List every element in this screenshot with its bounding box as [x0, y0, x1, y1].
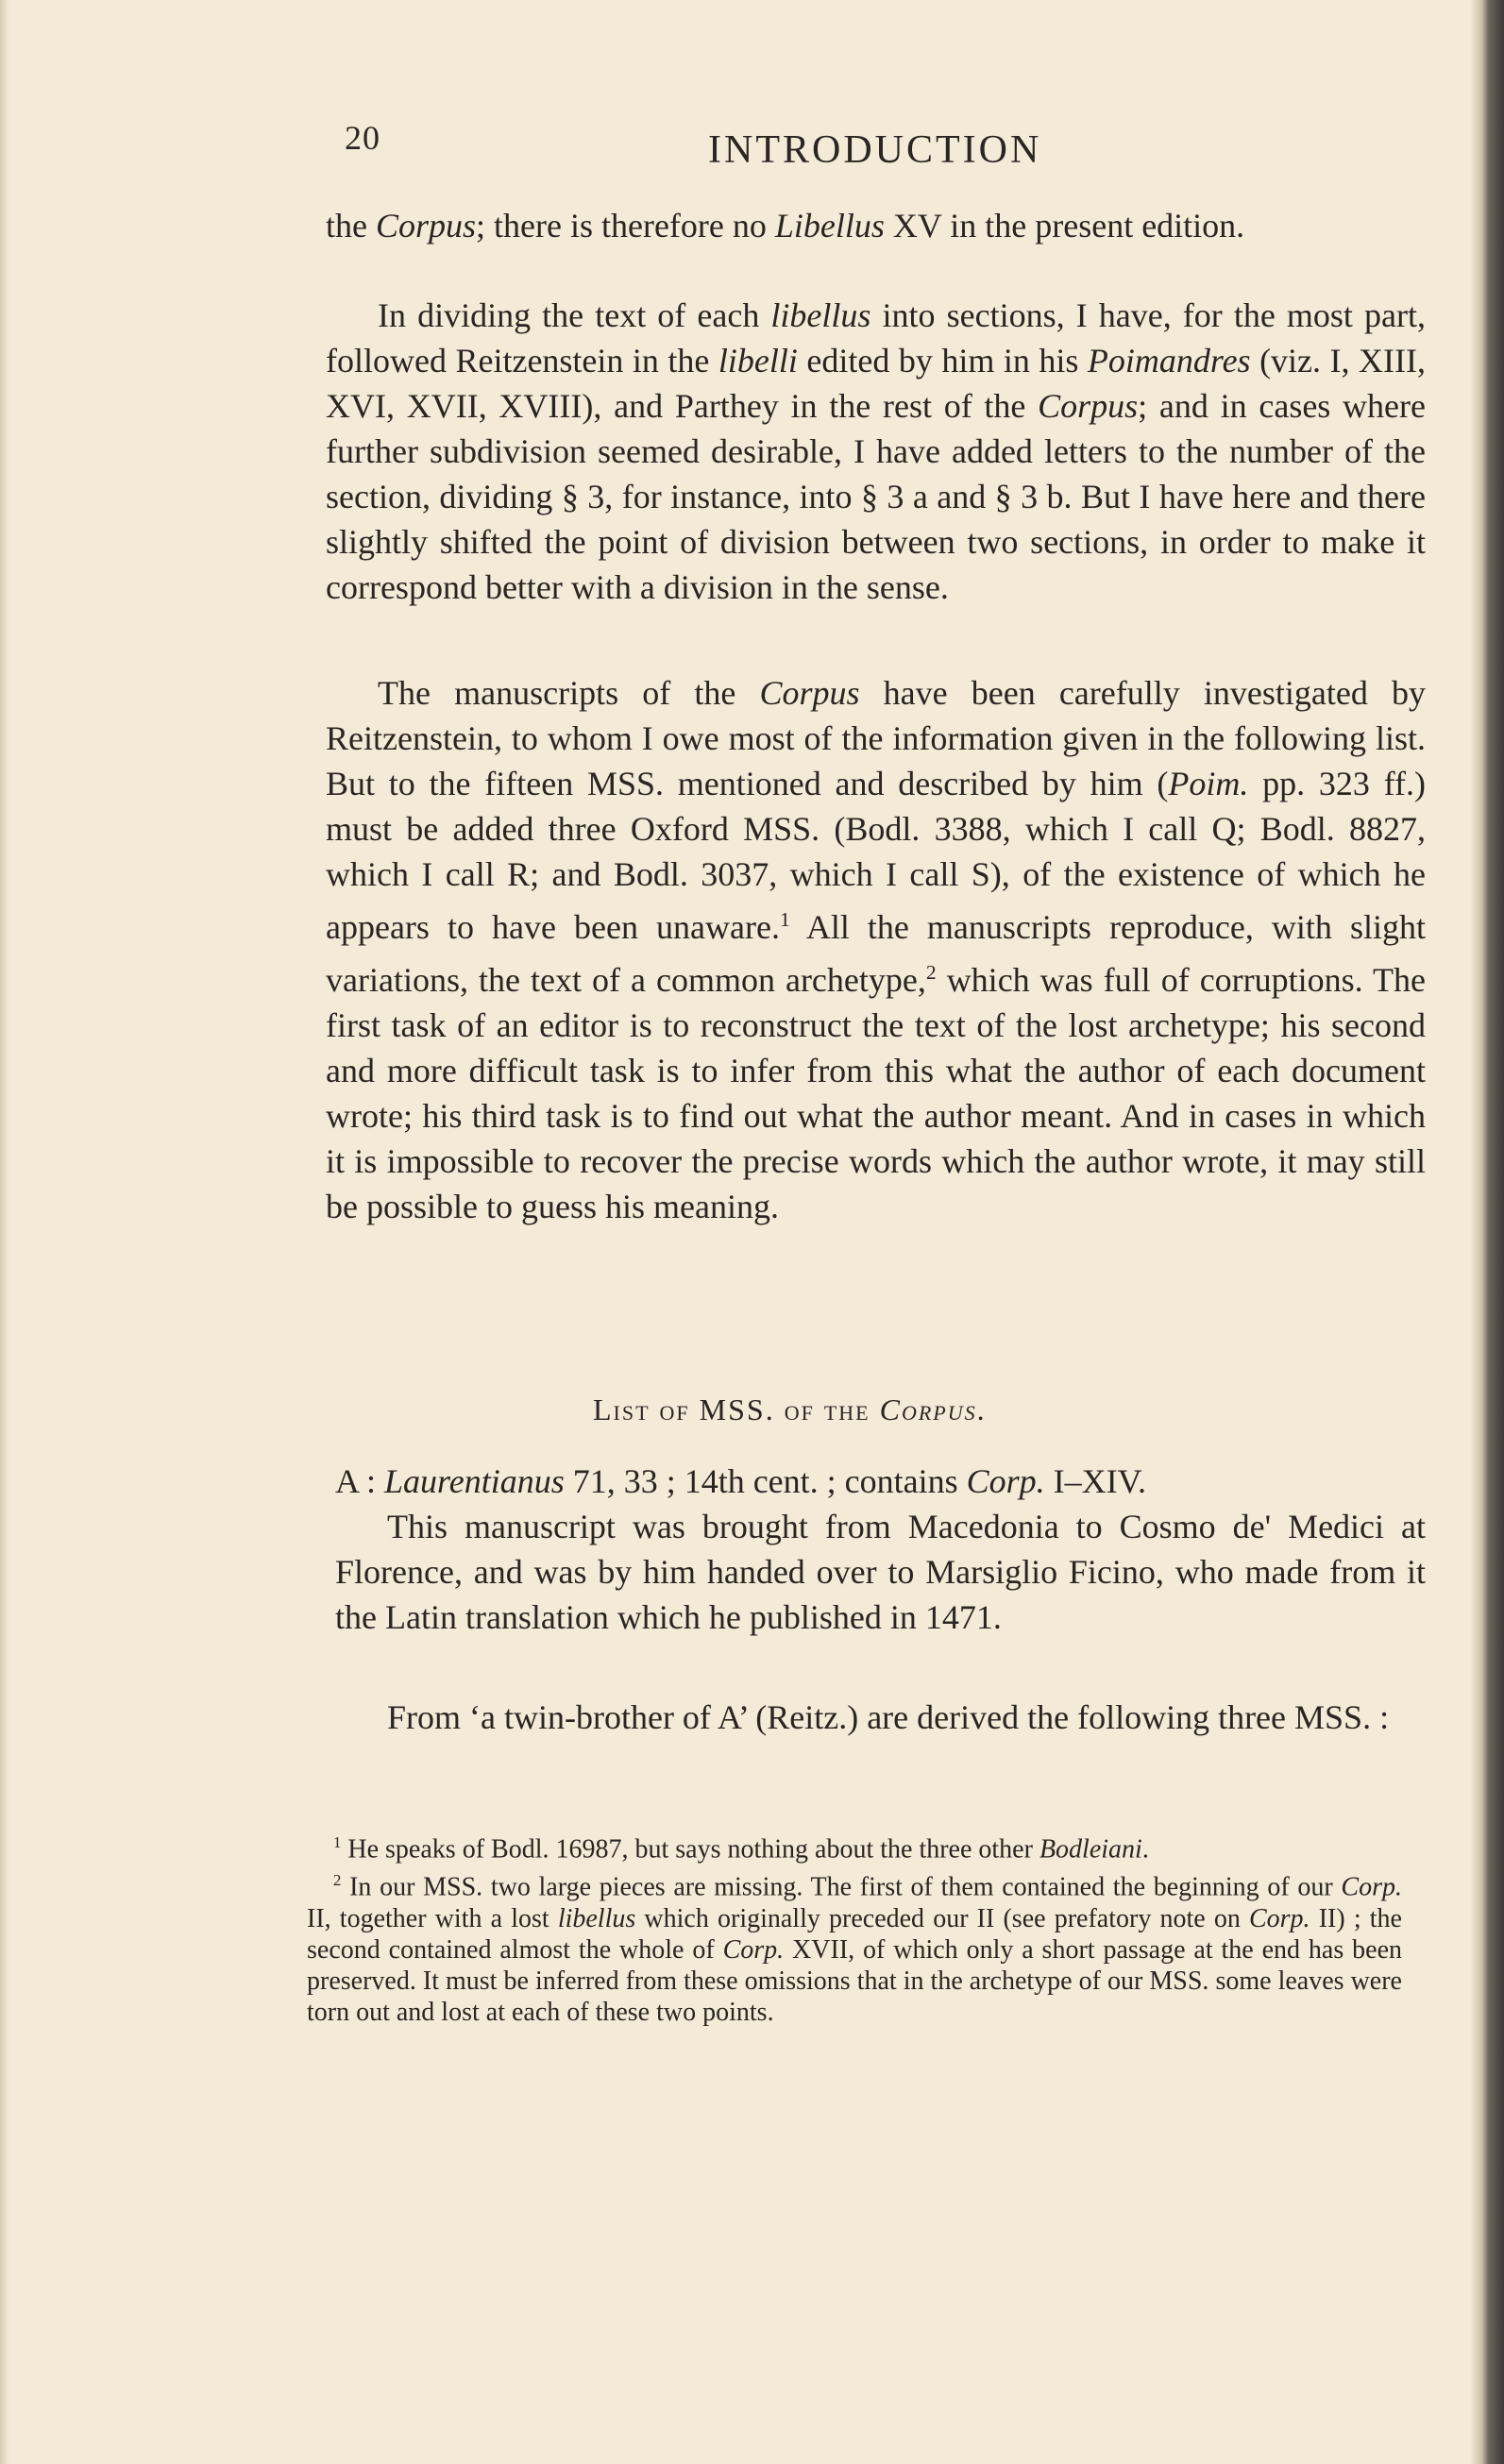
page-left-edge [0, 0, 9, 2464]
running-head: INTRODUCTION [708, 128, 1042, 172]
paragraph-sections: In dividing the text of each libellus into sections, I have, for the most part, followed Reitzenstein in the libelli edited by him in his Poimandres (viz. I, XIII, XVI, XVII, XVIII), and Parthey in the rest of the Corpus; and in cases where further subdivision seemed desirable, I have added letters to the number of the section, dividing § 3, for instance, into § 3 a and § 3 b. But I have here and there slightly shifted the point of division between two sections, in order to make it correspond better with a division in the sense. [326, 296, 1426, 606]
footnotes [307, 1827, 1402, 2028]
footnote-ref-1: 1 [779, 908, 790, 931]
page-gutter-shadow [1470, 0, 1504, 2464]
footnote-ref-2: 2 [925, 961, 937, 984]
derived-manuscripts-intro: From ‘a twin-brother of A’ (Reitz.) are derived the following three MSS. : [387, 1698, 1390, 1736]
paragraph-continuation: the Corpus; there is therefore no Libellus XV in the present edition. [326, 207, 1245, 245]
page-number: 20 [345, 119, 380, 157]
footnote-2: $^2$ In our MSS. two large pieces are missing. The first of them contained the beginning of our Corp. II, together with a lost libellus which originally preceded our II (see prefatory note on Corp. II) ; the second contained almost the whole of Corp. XVII, of which only a short passage at the end has been preserved. It must be inferred from these omissions that in the archetype of our MSS. some leaves were torn out and lost at each of these two points. [307, 1871, 1403, 2027]
section-heading: List of MSS. of the Corpus. [593, 1392, 987, 1426]
paragraph-manuscripts: The manuscripts of the Corpus have been carefully investigated by Reitzenstein, to whom I owe most of the information given in the following list. But to the fifteen MSS. mentioned and described by him (Poim. pp. 323 ff.) must be added three Oxford MSS. (Bodl. 3388, which I call Q; Bodl. 8827, which I call R; and Bodl. 3037, which I call S), of the existence of which he appears to have been unaware.$^1$ All the manuscripts reproduce, with slight variations, the text of a common archetype,$^2$ which was full of corruptions. The first task of an editor is to reconstruct the text of the lost archetype; his second and more difficult task is to infer from this what the author of each document wrote; his third task is to find out what the author meant. And in cases in which it is impossible to recover the precise words which the author wrote, it may still be possible to guess his meaning. [326, 674, 1426, 1225]
footnote-1: $^1$ He speaks of Bodl. 16987, but says nothing about the three other Bodleiani. [333, 1833, 1149, 1865]
manuscript-entry-a: A : Laurentianus 71, 33 ; 14th cent. ; contains Corp. I–XIV. This manuscript was brought from Macedonia to Cosmo de' Medici at Florence, and was by him handed over to Marsiglio Ficino, who made from it the Latin translation which he published in 1471. [335, 1459, 1426, 1640]
manuscript-entry-description: This manuscript was brought from Macedonia to Cosmo de' Medici at Florence, and was by him handed over to Marsiglio Ficino, who made from it the Latin translation which he published in 1471. [335, 1508, 1426, 1636]
